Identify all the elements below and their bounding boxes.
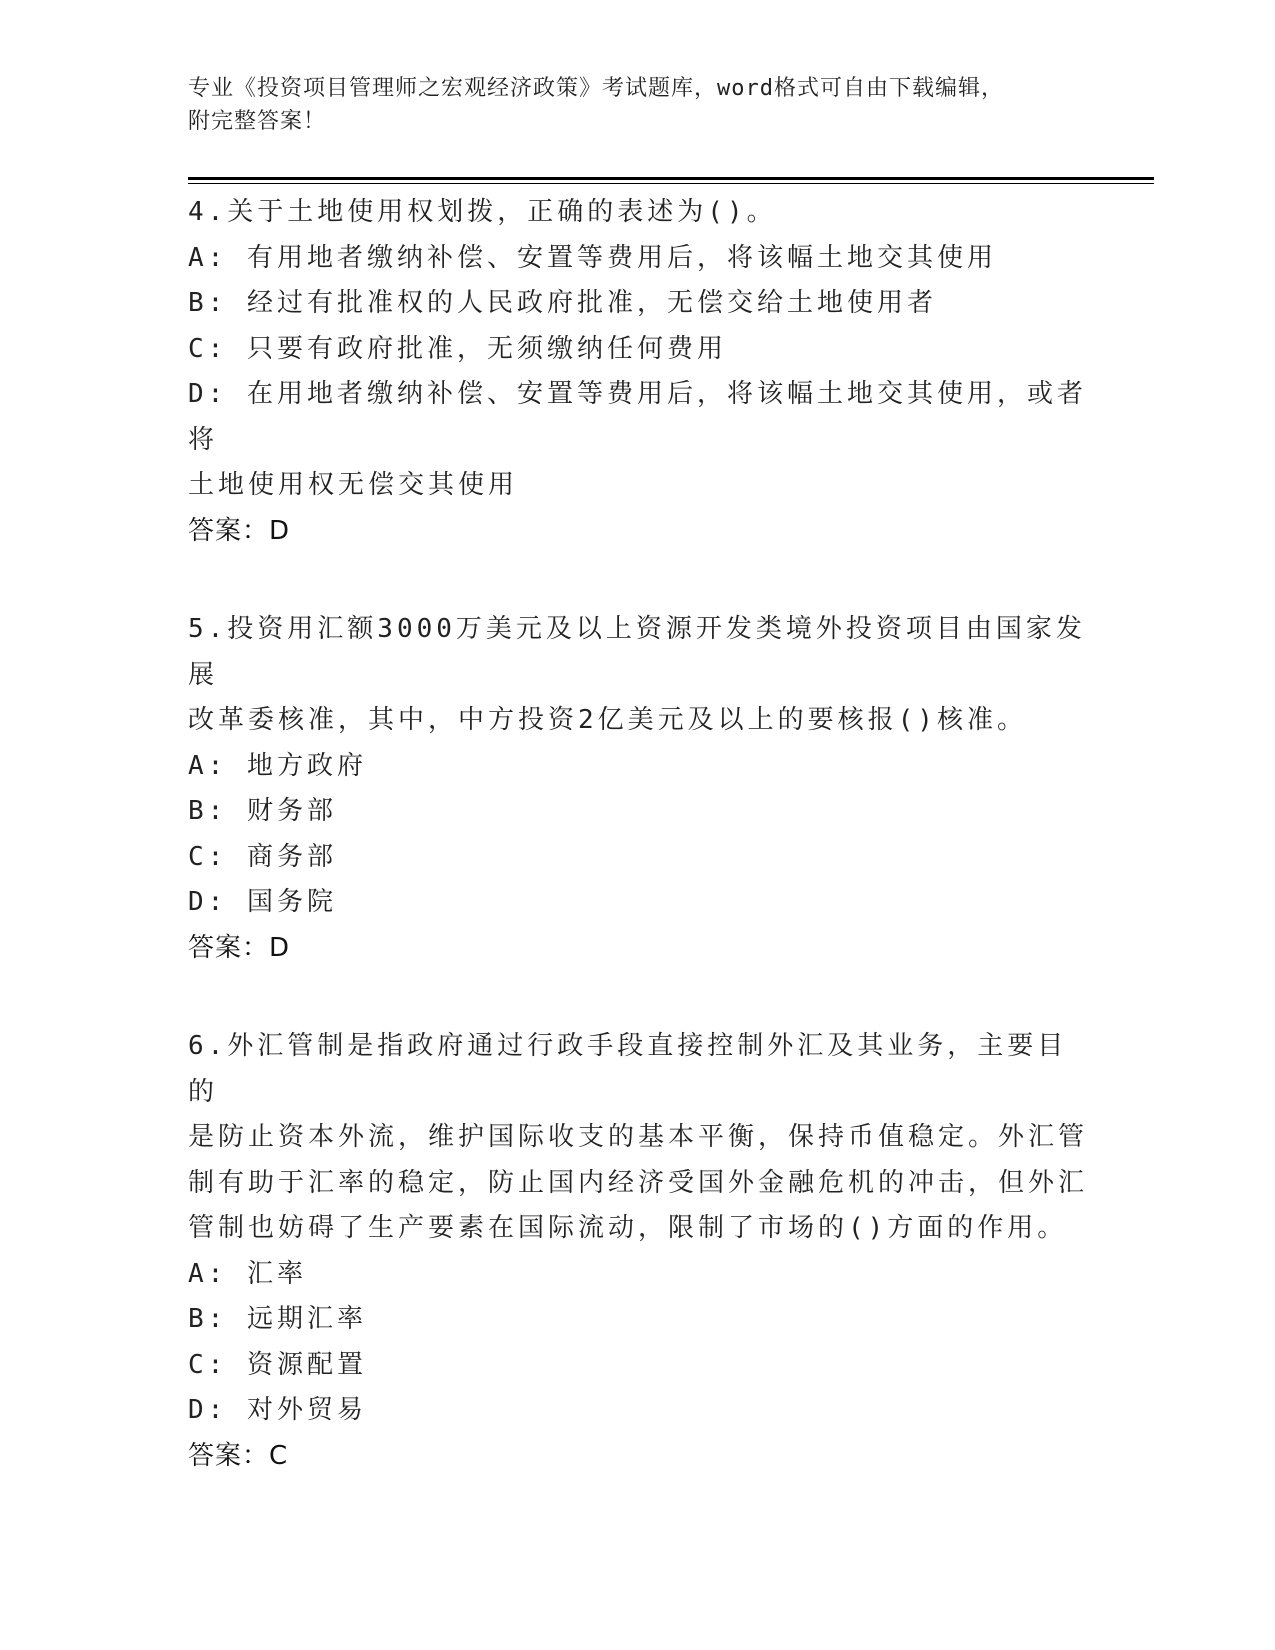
question-block (188, 607, 1088, 971)
header-divider-thin (188, 183, 1154, 184)
document-header (188, 72, 1088, 138)
question-block (188, 1024, 1088, 1479)
answer-option-line: C: 只要有政府批准，无须缴纳任何费用 (188, 333, 727, 364)
answer-option-line: C: 资源配置 (188, 1349, 367, 1380)
question-stem-line: 制有助于汇率的稳定，防止国内经济受国外金融危机的冲击，但外汇 (188, 1167, 1089, 1198)
answer-option-line: A: 汇率 (188, 1258, 307, 1289)
question-block (188, 190, 1088, 554)
question-stem-line: 改革委核准，其中，中方投资2亿美元及以上的要核报()核准。 (188, 705, 1027, 735)
answer-key: 答案：C (188, 1440, 289, 1471)
answer-option-line: D: 在用地者缴纳补偿、安置等费用后，将该幅土地交其使用，或者将 (188, 379, 1087, 455)
answer-option-line: A: 地方政府 (188, 750, 367, 781)
question-stem-line: 是防止资本外流，维护国际收支的基本平衡，保持币值稳定。外汇管 (188, 1122, 1089, 1152)
answer-option-line: B: 财务部 (188, 796, 337, 826)
question-stem-line: 4.关于土地使用权划拨，正确的表述为()。 (188, 197, 777, 227)
answer-option-line: B: 远期汇率 (188, 1304, 367, 1334)
header-divider-thick (188, 177, 1154, 180)
question-stem-line: 管制也妨碍了生产要素在国际流动，限制了市场的()方面的作用。 (188, 1213, 1068, 1243)
question-stem-line: 5.投资用汇额3000万美元及以上资源开发类境外投资项目由国家发展 (188, 614, 1086, 690)
answer-key: 答案：D (188, 932, 291, 963)
answer-key: 答案：D (188, 515, 291, 546)
answer-option-line: D: 对外贸易 (188, 1395, 367, 1425)
question-list (188, 190, 1088, 1532)
answer-option-line: D: 国务院 (188, 887, 337, 917)
answer-option-line: B: 经过有批准权的人民政府批准，无偿交给土地使用者 (188, 288, 937, 318)
answer-option-line: C: 商务部 (188, 841, 337, 872)
header-line-1: 专业《投资项目管理师之宏观经济政策》考试题库，word格式可自由下载编辑， (188, 76, 1004, 101)
header-line-2: 附完整答案！ (188, 109, 327, 134)
answer-option-line: A: 有用地者缴纳补偿、安置等费用后，将该幅土地交其使用 (188, 242, 997, 273)
question-stem-line: 6.外汇管制是指政府通过行政手段直接控制外汇及其业务，主要目的 (188, 1031, 1068, 1107)
answer-option-line: 土地使用权无偿交其使用 (188, 470, 519, 500)
